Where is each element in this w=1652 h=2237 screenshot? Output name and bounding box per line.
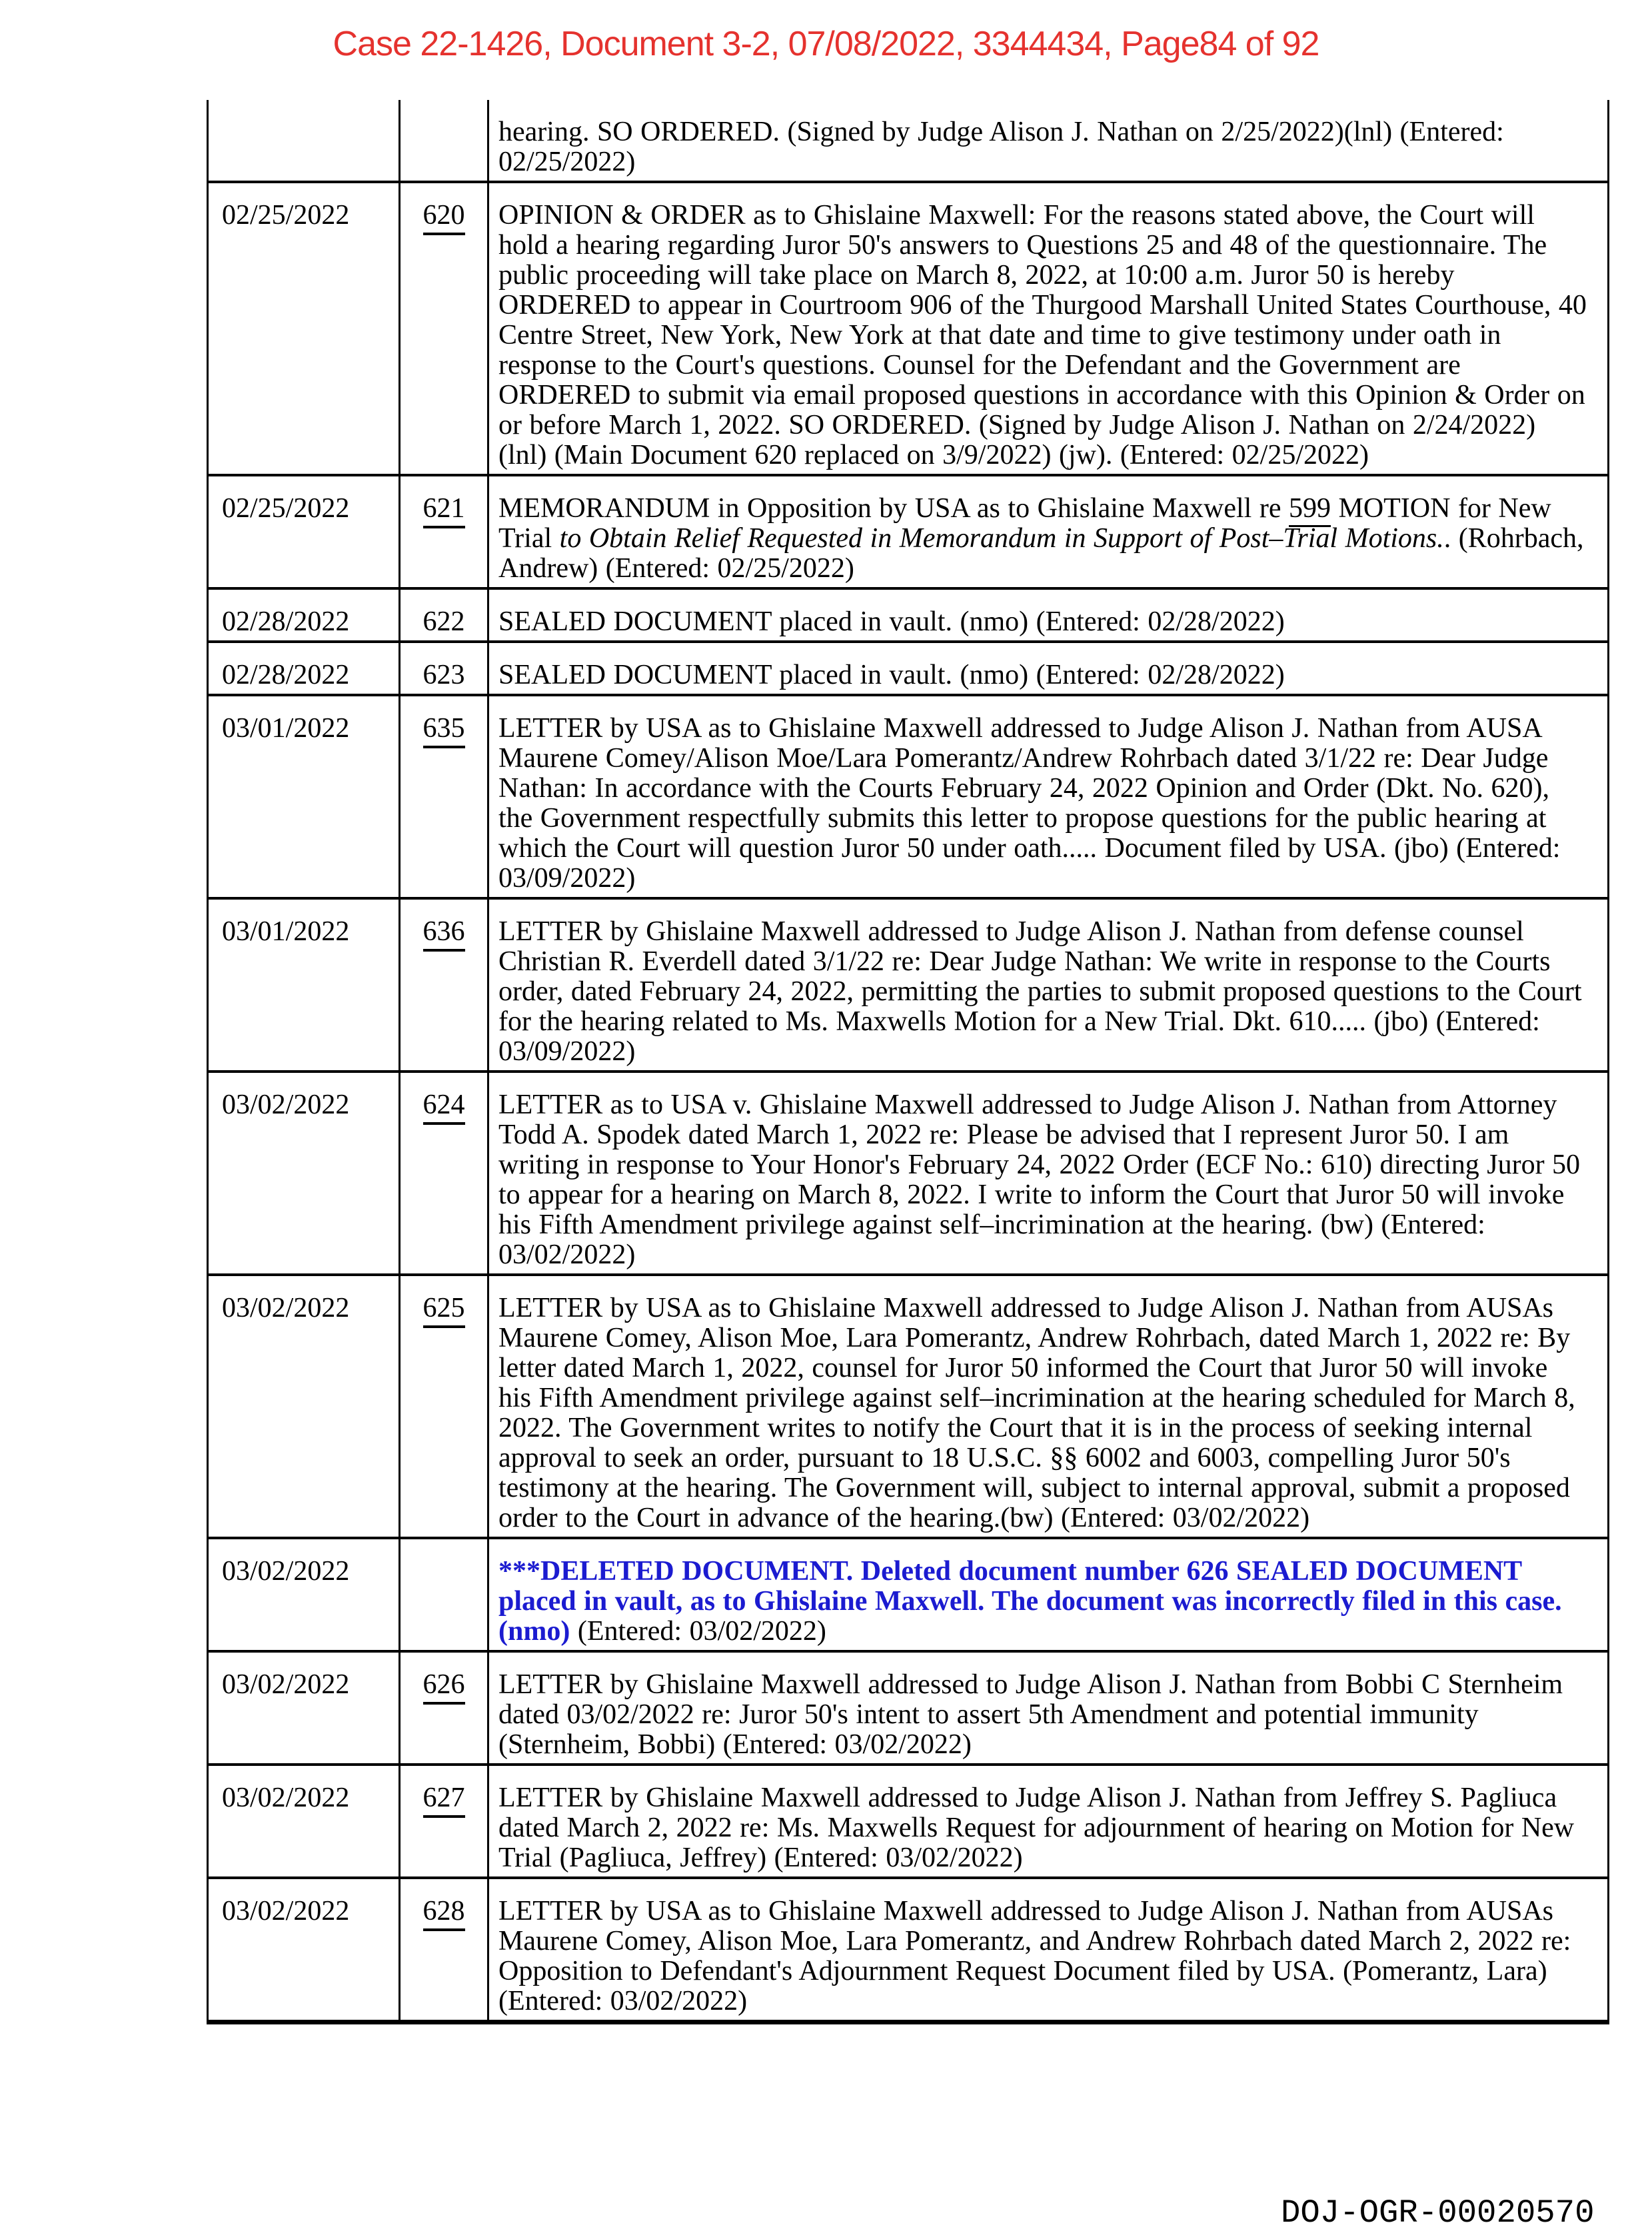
- doc-number-cell: [400, 475, 488, 588]
- date-cell: [208, 1765, 400, 1878]
- description-text: SEALED DOCUMENT placed in vault. (nmo) (Entered: 02/28/2022): [498, 606, 1285, 637]
- description-text: MEMORANDUM in Opposition by USA as to Ghislaine Maxwell re: [498, 493, 1289, 524]
- doc-number: 626: [423, 1670, 465, 1705]
- docket-row: [208, 588, 1609, 642]
- description-cell: [488, 1072, 1609, 1275]
- entry-date: 02/25/2022: [222, 493, 350, 524]
- description-cell: [488, 1878, 1609, 2022]
- date-cell: [208, 1072, 400, 1275]
- docket-row: [208, 182, 1609, 475]
- bates-number: DOJ-OGR-00020570: [1281, 2194, 1595, 2232]
- doc-number-cell: [400, 1275, 488, 1538]
- description-cell: [488, 1651, 1609, 1765]
- description-cell: [488, 1765, 1609, 1878]
- description-text: LETTER as to USA v. Ghislaine Maxwell addressed to Judge Alison J. Nathan from Attorney Todd A. Spodek dated March 1, 2022 re: Please be advised that I represent Juror 50. I am writing in response to Your Honor's February 24, 2022 Order (ECF No.: 610) directing Juror 50 to appear for a hearing on March 8, 2022. I write to inform the Court that Juror 50 will invoke his Fifth Amendment privilege against self–incrimination at the hearing. (bw) (Entered: 03/02/2022): [498, 1090, 1581, 1270]
- doc-number-cell: [400, 1538, 488, 1651]
- description-cell: [488, 898, 1609, 1072]
- docket-table: [207, 100, 1609, 2024]
- entry-date: 03/02/2022: [222, 1669, 350, 1700]
- description-text: LETTER by USA as to Ghislaine Maxwell addressed to Judge Alison J. Nathan from AUSAs Maurene Comey, Alison Moe, Lara Pomerantz, and Andrew Rohrbach dated March 2, 2022 re: Opposition to Defendant's Adjournment Request Document filed by USA. (Pomerantz, Lara) (Entered: 03/02/2022): [498, 1896, 1571, 2016]
- entry-date: 03/02/2022: [222, 1896, 350, 1926]
- doc-number-cell: [400, 695, 488, 898]
- description-cell: [488, 182, 1609, 475]
- docket-row: [208, 475, 1609, 588]
- description-text: LETTER by Ghislaine Maxwell addressed to Judge Alison J. Nathan from Jeffrey S. Pagliuca dated March 2, 2022 re: Ms. Maxwells Request for adjournment of hearing on Motion for New Trial (Pagliuca, Jeffrey) (Entered: 03/02/2022): [498, 1783, 1575, 1873]
- entry-date: 02/25/2022: [222, 200, 350, 231]
- docket-table-body: [208, 100, 1609, 2022]
- description-text: OPINION & ORDER as to Ghislaine Maxwell: For the reasons stated above, the Court will hold a hearing regarding Juror 50's answers to Questions 25 and 48 of the questionnaire. The public proceeding will take place on March 8, 2022, at 10:00 a.m. Juror 50 is hereby ORDERED to appear in Courtroom 906 of the Thurgood Marshall United States Courthouse, 40 Centre Street, New York, New York at that date and time to give testimony under oath in response to the Court's questions. Counsel for the Defendant and the Government are ORDERED to submit via email proposed questions in accordance with this Opinion & Order on or before March 1, 2022. SO ORDERED. (Signed by Judge Alison J. Nathan on 2/24/2022) (lnl) (Main Document 620 replaced on 3/9/2022) (jw). (Entered: 02/25/2022): [498, 200, 1587, 470]
- description-text: hearing. SO ORDERED. (Signed by Judge Alison J. Nathan on 2/25/2022)(lnl) (Entered: 02/25/2022): [498, 117, 1504, 177]
- description-cell: [488, 1538, 1609, 1651]
- description-text: . (Rohrbach, Andrew) (Entered: 02/25/2022): [498, 523, 1584, 584]
- description-text: LETTER by Ghislaine Maxwell addressed to Judge Alison J. Nathan from Bobbi C Sternheim dated 03/02/2022 re: Juror 50's intent to assert 5th Amendment and potential immunity (Sternheim, Bobbi) (Entered: 03/02/2022): [498, 1669, 1563, 1760]
- doc-number-cell: [400, 182, 488, 475]
- description-text: 599: [1289, 493, 1331, 527]
- docket-row: [208, 1651, 1609, 1765]
- doc-number: 620: [423, 201, 465, 235]
- doc-number-cell: [400, 1072, 488, 1275]
- description-text: to Obtain Relief Requested in Memorandum in Support of Post–Trial Motions.: [559, 523, 1444, 554]
- doc-number-cell: [400, 1651, 488, 1765]
- doc-number: 621: [423, 494, 465, 528]
- description-cell: [488, 588, 1609, 642]
- doc-number-cell: [400, 100, 488, 182]
- docket-row: [208, 1765, 1609, 1878]
- date-cell: [208, 100, 400, 182]
- date-cell: [208, 1878, 400, 2022]
- doc-number: 622: [422, 606, 465, 637]
- entry-date: 03/02/2022: [222, 1293, 350, 1323]
- date-cell: [208, 475, 400, 588]
- case-stamp-header: Case 22-1426, Document 3-2, 07/08/2022, 3344434, Page84 of 92: [333, 25, 1319, 63]
- description-cell: [488, 642, 1609, 695]
- description-text: (Entered: 03/02/2022): [570, 1616, 826, 1647]
- date-cell: [208, 1651, 400, 1765]
- docket-row: [208, 1538, 1609, 1651]
- doc-number-cell: [400, 898, 488, 1072]
- doc-number-cell: [400, 1765, 488, 1878]
- doc-number: 625: [423, 1293, 465, 1328]
- docket-row: [208, 642, 1609, 695]
- description-cell: [488, 1275, 1609, 1538]
- doc-number: 635: [423, 714, 465, 748]
- entry-date: 03/01/2022: [222, 713, 350, 744]
- description-cell: [488, 100, 1609, 182]
- date-cell: [208, 898, 400, 1072]
- description-text: LETTER by USA as to Ghislaine Maxwell addressed to Judge Alison J. Nathan from AUSAs Maurene Comey, Alison Moe, Lara Pomerantz, Andrew Rohrbach, dated March 1, 2022 re: By letter dated March 1, 2022, counsel for Juror 50 informed the Court that Juror 50 will invoke his Fifth Amendment privilege against self–incrimination at the hearing scheduled for March 8, 2022. The Government writes to notify the Court that it is in the process of seeking internal approval to seek an order, pursuant to 18 U.S.C. §§ 6002 and 6003, compelling Juror 50's testimony at the hearing. The Government will, subject to internal approval, submit a proposed order to the Court in advance of the hearing.(bw) (Entered: 03/02/2022): [498, 1293, 1575, 1533]
- doc-number: 623: [422, 660, 465, 690]
- doc-number-cell: [400, 642, 488, 695]
- docket-row: [208, 1275, 1609, 1538]
- doc-number: 624: [423, 1090, 465, 1125]
- date-cell: [208, 182, 400, 475]
- description-text: LETTER by USA as to Ghislaine Maxwell addressed to Judge Alison J. Nathan from AUSA Maurene Comey/Alison Moe/Lara Pomerantz/Andrew Rohrbach dated 3/1/22 re: Dear Judge Nathan: In accordance with the Courts February 24, 2022 Opinion and Order (Dkt. No. 620), the Government respectfully submits this letter to propose questions for the public hearing at which the Court will question Juror 50 under oath..... Document filed by USA. (jbo) (Entered: 03/09/2022): [498, 713, 1561, 894]
- docket-row: [208, 1072, 1609, 1275]
- description-text: SEALED DOCUMENT placed in vault. (nmo) (Entered: 02/28/2022): [498, 660, 1285, 690]
- date-cell: [208, 1275, 400, 1538]
- docket-row: [208, 1878, 1609, 2022]
- doc-number-cell: [400, 588, 488, 642]
- entry-date: 03/02/2022: [222, 1556, 350, 1587]
- description-text: MOTION for New Trial: [498, 493, 1551, 554]
- doc-number: 636: [423, 917, 465, 952]
- entry-date: 02/28/2022: [222, 660, 350, 690]
- docket-row: [208, 898, 1609, 1072]
- doc-number: 628: [423, 1896, 465, 1931]
- docket-row: [208, 100, 1609, 182]
- description-cell: [488, 695, 1609, 898]
- date-cell: [208, 642, 400, 695]
- doc-number: 627: [423, 1783, 465, 1818]
- entry-date: 02/28/2022: [222, 606, 350, 637]
- date-cell: [208, 588, 400, 642]
- entry-date: 03/02/2022: [222, 1090, 350, 1120]
- description-cell: [488, 475, 1609, 588]
- deleted-note-text: ***DELETED DOCUMENT. Deleted document number 626 SEALED DOCUMENT placed in vault, as to Ghislaine Maxwell. The document was incorrectly filed in this case. (nmo): [498, 1556, 1562, 1647]
- doc-number-cell: [400, 1878, 488, 2022]
- entry-date: 03/01/2022: [222, 916, 350, 947]
- date-cell: [208, 1538, 400, 1651]
- docket-row: [208, 695, 1609, 898]
- date-cell: [208, 695, 400, 898]
- entry-date: 03/02/2022: [222, 1783, 350, 1813]
- description-text: LETTER by Ghislaine Maxwell addressed to Judge Alison J. Nathan from defense counsel Christian R. Everdell dated 3/1/22 re: Dear Judge Nathan: We write in response to the Courts order, dated February 24, 2022, permitting the parties to submit proposed questions to the Court for the hearing related to Ms. Maxwells Motion for a New Trial. Dkt. 610..... (jbo) (Entered: 03/09/2022): [498, 916, 1582, 1067]
